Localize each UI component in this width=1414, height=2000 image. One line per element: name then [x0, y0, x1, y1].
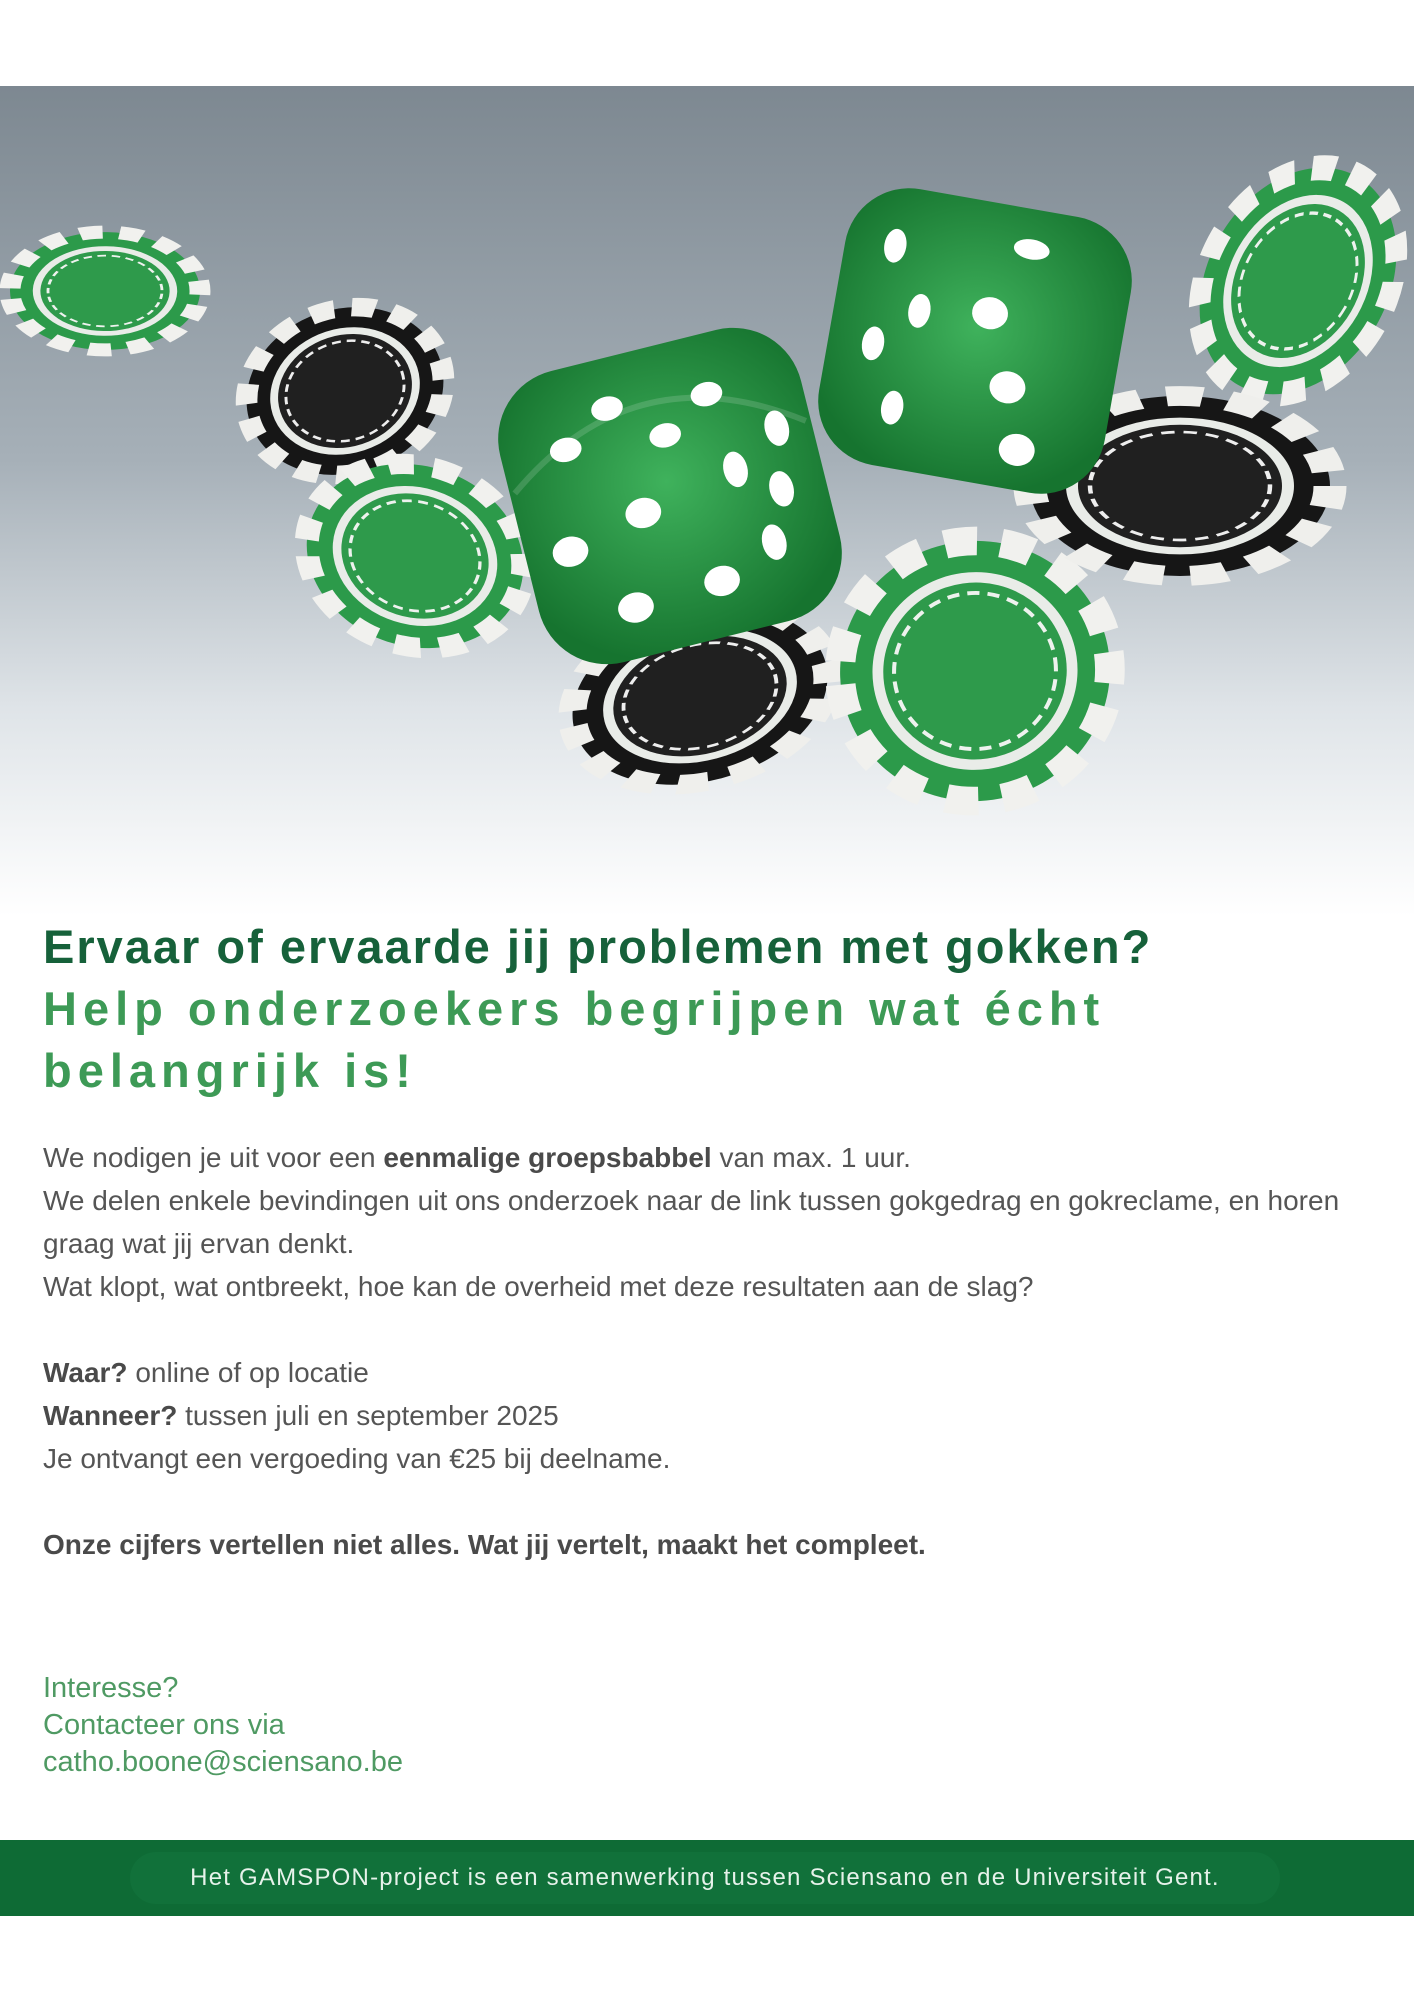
invitation-paragraph: We nodigen je uit voor een eenmalige groepsbabbel van max. 1 uur.	[43, 1142, 911, 1173]
footer-bar	[0, 1840, 1414, 1916]
hero-illustration	[0, 86, 1414, 916]
headline-question: Ervaar of ervaarde jij problemen met gokken?	[43, 920, 1153, 973]
headline-call-line-2: belangrijk is!	[43, 1044, 417, 1097]
contact-email[interactable]: catho.boone@sciensano.be	[43, 1746, 403, 1778]
contact-block	[43, 1670, 403, 1781]
contact-interest: Interesse?	[43, 1672, 179, 1704]
headline	[43, 916, 1343, 1102]
research-paragraph: We delen enkele bevindingen uit ons onderzoek naar de link tussen gokgedrag en gokreclame, en horen graag wat jij ervan denkt.	[43, 1185, 1340, 1259]
compensation-line: Je ontvangt een vergoeding van €25 bij deelname.	[43, 1443, 671, 1474]
headline-call-line-1: Help onderzoekers begrijpen wat écht	[43, 982, 1106, 1035]
question-paragraph: Wat klopt, wat ontbreekt, hoe kan de overheid met deze resultaten aan de slag?	[43, 1271, 1034, 1302]
contact-via: Contacteer ons via	[43, 1709, 285, 1741]
session-type: eenmalige groepsbabbel	[383, 1142, 712, 1173]
green-dice-icon	[808, 178, 1142, 504]
body-text	[43, 1136, 1383, 1566]
where-line: Waar? online of op locatie	[43, 1357, 369, 1388]
closing-line: Onze cijfers vertellen niet alles. Wat jij vertelt, maakt het compleet.	[43, 1529, 926, 1560]
when-line: Wanneer? tussen juli en september 2025	[43, 1400, 559, 1431]
footer-text: Het GAMSPON-project is een samenwerking tussen Sciensano en de Universiteit Gent.	[130, 1852, 1280, 1904]
